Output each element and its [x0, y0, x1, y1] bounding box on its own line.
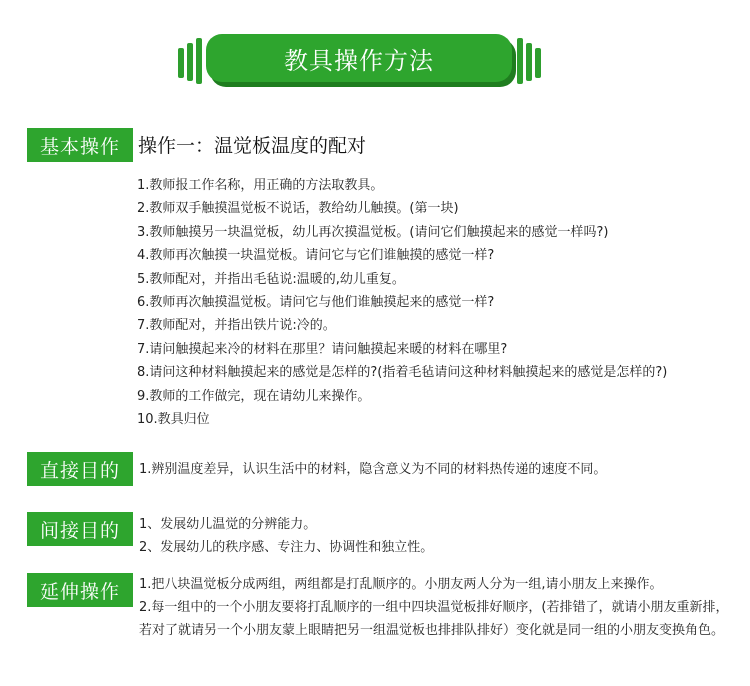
banner-title: 教具操作方法 [206, 34, 512, 82]
right-stripe-decoration [517, 38, 523, 84]
indirect-purpose-item: 2、发展幼儿的秩序感、专注力、协调性和独立性。 [139, 540, 434, 555]
list-item: 10.教具归位 [137, 412, 210, 428]
list-item: 9.教师的工作做完，现在请幼儿来操作。 [137, 388, 371, 404]
left-stripe-decoration [178, 48, 184, 78]
left-stripe-decoration [187, 43, 193, 81]
list-item: 3.教师触摸另一块温觉板，幼儿再次摸温觉板。(请问它们触摸起来的感觉一样吗?) [137, 224, 609, 240]
right-stripe-decoration [535, 48, 541, 78]
list-item: 2.教师双手触摸温觉板不说话，教给幼儿触摸。(第一块) [137, 201, 459, 217]
list-item: 4.教师再次触摸一块温觉板。请问它与它们谁触摸的感觉一样? [137, 248, 495, 264]
list-item: 7.教师配对，并指出铁片说:冷的。 [137, 318, 336, 334]
title-banner [176, 34, 542, 86]
extension-item: 2.每一组中的一个小朋友要将打乱顺序的一组中四块温觉板排好顺序，(若排错了，就请小朋友重新排，若对了就请另一个小朋友蒙上眼睛把另一组温觉板也排排队排好）变化就是同一组的小朋友变换角色。 [139, 600, 729, 638]
list-item: 6.教师再次触摸温觉板。请问它与他们谁触摸起来的感觉一样? [137, 295, 495, 311]
list-item: 7.请问触摸起来冷的材料在那里？请问触摸起来暖的材料在哪里? [137, 341, 508, 357]
list-item: 1.教师报工作名称，用正确的方法取教具。 [137, 178, 384, 193]
extension-item: 1.把八块温觉板分成两组，两组都是打乱顺序的。小朋友两人分为一组,请小朋友上来操作。 [139, 577, 663, 592]
direct-purpose-tag: 直接目的 [27, 452, 133, 486]
indirect-purpose-tag: 间接目的 [27, 512, 133, 546]
list-item: 5.教师配对，并指出毛毡说:温暖的,幼儿重复。 [137, 271, 405, 287]
indirect-purpose-item: 1、发展幼儿温觉的分辨能力。 [139, 517, 317, 532]
direct-purpose-text: 1.辨别温度差异，认识生活中的材料，隐含意义为不同的材料热传递的速度不同。 [139, 462, 607, 477]
right-stripe-decoration [526, 43, 532, 81]
operation-steps-list [137, 174, 667, 431]
basic-operation-tag: 基本操作 [27, 128, 133, 162]
left-stripe-decoration [196, 38, 202, 84]
operation-title: 操作一：温觉板温度的配对 [138, 135, 367, 157]
extension-operation-tag: 延伸操作 [27, 573, 133, 607]
list-item: 8.请问这种材料触摸起来的感觉是怎样的?(指着毛毡请问这种材料触摸起来的感觉是怎样的?) [137, 365, 668, 381]
